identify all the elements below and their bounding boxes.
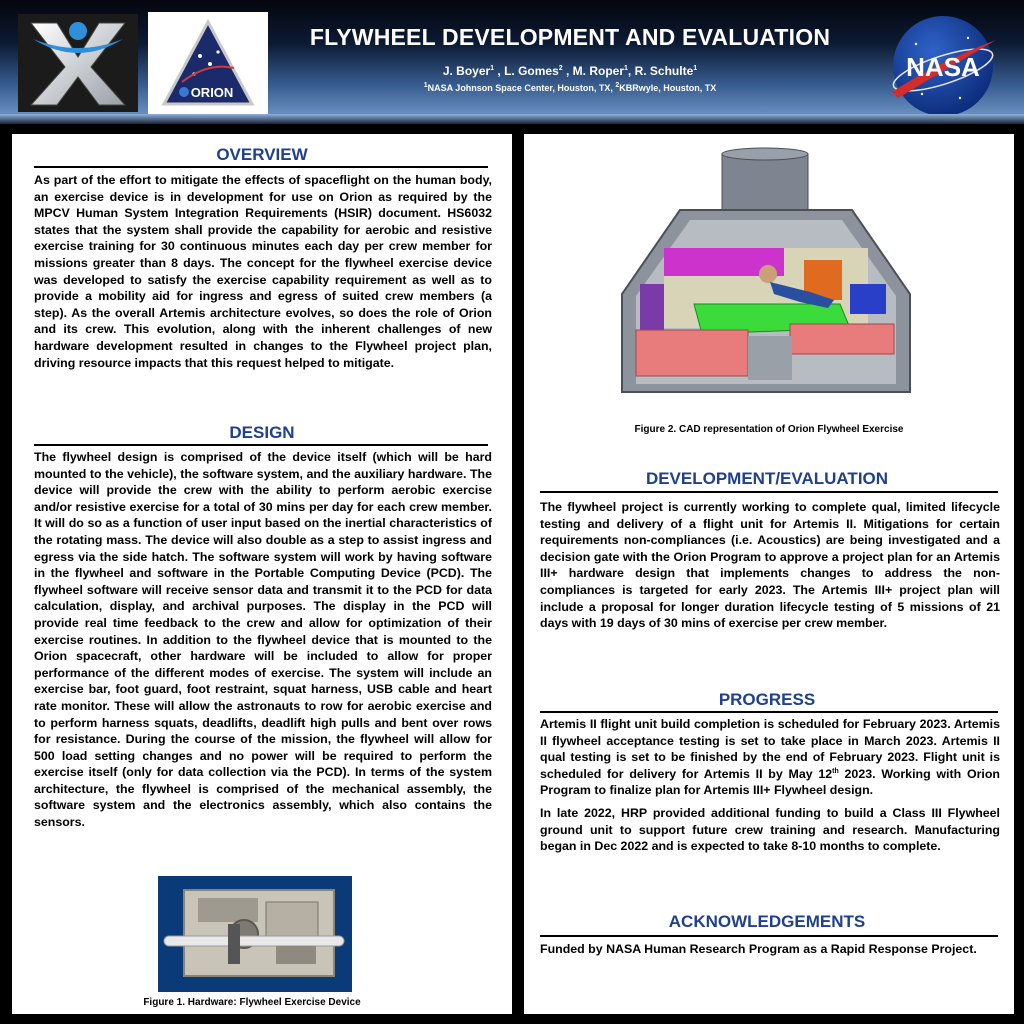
figure2-caption: Figure 2. CAD representation of Orion Flywheel Exercise: [634, 424, 904, 435]
acknowledgements-rule: [540, 935, 998, 937]
development-rule: [540, 491, 998, 493]
progress-paragraph-1: Artemis II flight unit build completion is scheduled for February 2023. Artemis II flywheel acceptance testing is set to take place in March 2023. Artemis II qual testing is set to be finished by the end of February 2023. Flight unit is scheduled for delivery for Artemis II by May 12th 2023. Working with Orion Program to finalize plan for Artemis III+ Flywheel design.: [540, 717, 1000, 798]
poster-authors: J. Boyer$^1$ , L. Gomes$^2$ , M. Roper$^1$, R. Schulte$^1$: [442, 64, 698, 78]
orion-logo-text: ORION: [190, 85, 234, 100]
orion-triangle-icon: [160, 18, 256, 108]
acknowledgements-heading: ACKNOWLEDGEMENTS: [668, 912, 866, 931]
design-rule: [34, 444, 488, 446]
poster-title: FLYWHEEL DEVELOPMENT AND EVALUATION: [309, 24, 831, 50]
left-column: [12, 134, 512, 1014]
overview-rule: [34, 166, 488, 168]
poster-affiliations: $^1$NASA Johnson Space Center, Houston, TX, $^2$KBRwyle, Houston, TX: [423, 82, 717, 93]
development-text: The flywheel project is currently working to complete qual, limited lifecycle testing and delivery of a flight unit for Artemis II. Mitigations for certain requirements non-compliances (i.e. Acoustics) are being investigated and a decision gate with the Orion Program to approve a project plan for an Artemis III+ hardware design that implements changes to address the non-compliances is targeted for early 2023. The Artemis III+ project plan will include a proposal for longer duration lifecycle testing of 5 missions of 21 days with 19 days of 30 mins of exercise per crew member.: [540, 500, 1000, 631]
nasa-logo-text: NASA: [906, 52, 980, 82]
exploration-logo: [18, 14, 138, 112]
nasa-meatball-icon: [888, 14, 998, 118]
progress-paragraph-2: In late 2022, HRP provided additional funding to build a Class III Flywheel ground unit to support future crew training and research. Manufacturing began in Dec 2022 and is expected to take 8-10 months to complete.: [540, 805, 1000, 854]
progress-text: [540, 716, 1000, 855]
acknowledgements-text: Funded by NASA Human Research Program as a Rapid Response Project.: [540, 942, 977, 956]
overview-heading: OVERVIEW: [216, 145, 308, 164]
flywheel-hardware-photo: [158, 876, 352, 992]
progress-rule: [540, 711, 998, 713]
progress-heading: PROGRESS: [718, 690, 816, 709]
poster-header: [0, 0, 1024, 124]
development-heading: DEVELOPMENT/EVALUATION: [645, 469, 889, 488]
design-text: The flywheel design is comprised of the device itself (which will be hard mounted to the vehicle), the software system, and the auxiliary hardware. The device will provide the crew with the ability to perform aerobic exercise and/or resistive exercise for a total of 30 mins per day for each crew member. It will do so as a function of user input based on the inertial characteristics of the rotating mass. The device will also double as a step to assist ingress and egress via the side hatch. The software system will work by having software in the flywheel and software in the Portable Computing Device (PCD). The flywheel software will receive sensor data and transmit it to the PCD for data calculation, display, and archival purposes. The display in the PCD will provide real time feedback to the crew and allow for optimization of their exercise routines. In addition to the flywheel device that is mounted to the Orion spacecraft, other hardware will be included to allow for proper performance of the different modes of exercise. The system will include an exercise bar, foot guard, foot restraint, squat harness, USB cable and heart rate monitor. These will allow the astronauts to row for aerobic exercise and to perform harness squats, deadlifts, deadlift high pulls and bent over rows for resistance. During the course of the mission, the flywheel will allow for 500 load setting changes and no power will be required to perform the exercise itself (only for data collection via the PCD). In terms of the system architecture, the flywheel is comprised of the mechanical assembly, the software system and the electronics assembly, which also contains the sensors.: [34, 450, 492, 830]
exploration-x-icon: [23, 17, 133, 109]
overview-text: As part of the effort to mitigate the effects of spaceflight on the human body, an exercise device is in development for use on Orion as required by the MPCV Human System Integration Requirements (HSIR) document. HS6032 states that the system shall provide the capability for aerobic and resistive exercise training for 30 continuous minutes each day per crew member for missions greater than 8 days. The concept for the flywheel exercise device was developed to satisfy the exercise capability requirement as well as to provide a mobility aid for ingress and egress of suited crew members (a step). As the overall Artemis architecture evolves, so does the role of Orion and its crew. This evolution, along with the inherent challenges of new hardware development resulted in changes to the Flywheel project plan, driving resource impacts that this request helped to mitigate.: [34, 173, 492, 370]
right-column: [524, 134, 1014, 1014]
design-heading: DESIGN: [229, 423, 295, 442]
orion-cad-render: [610, 144, 922, 412]
figure1-caption: Figure 1. Hardware: Flywheel Exercise Device: [143, 997, 361, 1008]
orion-logo: [148, 12, 268, 114]
